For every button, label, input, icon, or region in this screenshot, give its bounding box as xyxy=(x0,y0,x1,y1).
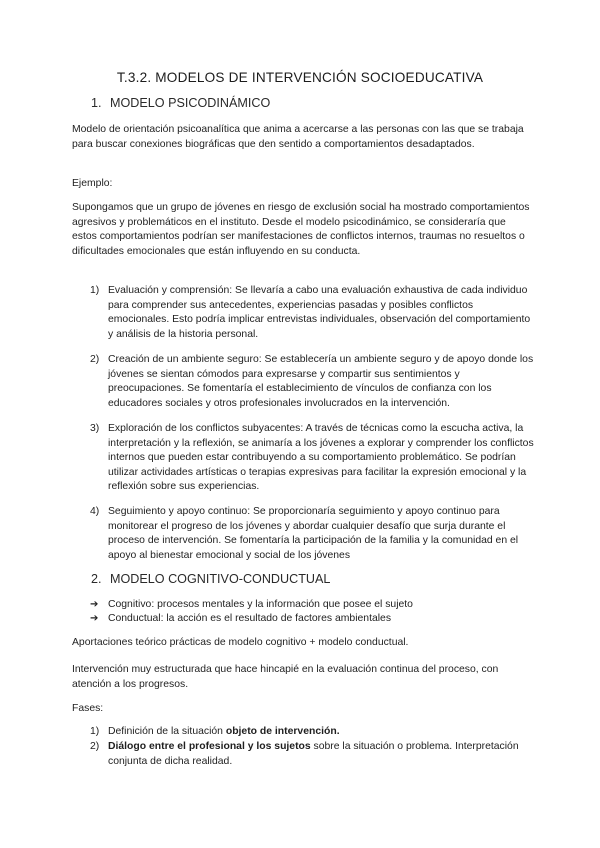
contributions-paragraph: Aportaciones teórico prácticas de modelo cognitivo + modelo conductual. xyxy=(72,637,409,648)
list-number: 2) xyxy=(90,741,100,752)
list-text: Seguimiento y apoyo continuo: Se proporcionaría seguimiento y apoyo continuo para monitorear el progreso de los jóvenes y abordar cualquier desafío que surja durante el proceso de intervención. Se fomentaría la participación de la familia y la comunidad en el apoyo al bienestar emocional y social de los jóvenes xyxy=(108,506,519,561)
section-title: MODELO PSICODINÁMICO xyxy=(110,96,271,110)
list-number: 1) xyxy=(90,285,100,296)
intervention-paragraph: Intervención muy estructurada que hace hincapié en la evaluación continua del proceso, con atención a los progresos. xyxy=(72,664,499,690)
bullet-item xyxy=(90,598,535,613)
list-number: 2) xyxy=(90,354,100,365)
list-number: 4) xyxy=(90,506,100,517)
list-item xyxy=(90,505,535,563)
example-paragraph: Supongamos que un grupo de jóvenes en riesgo de exclusión social ha mostrado comportamientos agresivos y problemáticos en el instituto. Desde el modelo psicodinámico, se consideraría que estos comportamientos podrían ser manifestaciones de conflictos internos, traumas no resueltos o dificultades emocionales que están influyendo en su conducta. xyxy=(72,202,530,257)
phases-label: Fases: xyxy=(72,703,104,714)
phase-text-plain: Definición de la situación xyxy=(108,726,226,737)
phase-item xyxy=(90,740,535,769)
list-text: Evaluación y comprensión: Se llevaría a cabo una evaluación exhaustiva de cada individuo para comprender sus antecedentes, experiencias pasadas y posibles conflictos emocionales. Esto podría implicar entrevistas individuales, observación del comportamiento y análisis de la historia personal. xyxy=(108,285,531,340)
phase-text-bold: Diálogo entre el profesional y los sujetos xyxy=(108,741,311,752)
list-text: Creación de un ambiente seguro: Se establecería un ambiente seguro y de apoyo donde los jóvenes se sientan cómodos para expresarse y compartir sus sentimientos y preocupaciones. Se fomentaría el establecimiento de vínculos de confianza con los educadores sociales y otros profesionales involucrados en la intervención. xyxy=(108,354,534,409)
bullet-item xyxy=(90,612,535,627)
section-number: 2. xyxy=(91,572,102,586)
list-number: 1) xyxy=(90,726,100,737)
arrow-bullet-icon: ➔ xyxy=(90,599,99,610)
list-item xyxy=(90,284,535,342)
arrow-bullet-icon: ➔ xyxy=(90,613,99,624)
intro-paragraph: Modelo de orientación psicoanalítica que anima a acercarse a las personas con las que se trabaja para buscar conexiones biográficas que den sentido a comportamientos desadaptados. xyxy=(72,124,524,150)
page-title: T.3.2. MODELOS DE INTERVENCIÓN SOCIOEDUCATIVA xyxy=(116,70,484,85)
phase-text xyxy=(108,740,535,769)
list-number: 3) xyxy=(90,423,100,434)
list-item xyxy=(90,353,535,411)
example-label: Ejemplo: xyxy=(72,178,113,189)
phase-text xyxy=(108,725,535,740)
list-text: Exploración de los conflictos subyacentes: A través de técnicas como la escucha activa, la interpretación y la reflexión, se animaría a los jóvenes a explorar y comprender los conflictos internos que pueden estar contribuyendo a su comportamiento problemático. Se podrían utilizar actividades artísticas o terapias expresivas para facilitar la expresión emocional y la reflexión sobre sus experiencias. xyxy=(108,423,534,493)
bullet-text: Cognitivo: procesos mentales y la información que posee el sujeto xyxy=(108,599,413,610)
section-title: MODELO COGNITIVO-CONDUCTUAL xyxy=(110,572,331,586)
phase-item xyxy=(90,725,535,740)
section-number: 1. xyxy=(91,96,102,110)
phase-text-bold: objeto de intervención. xyxy=(225,726,340,737)
phase-text-plain: sobre la situación o problema. Interpretación conjunta de dicha realidad. xyxy=(108,741,519,767)
bullet-text: Conductual: la acción es el resultado de factores ambientales xyxy=(108,613,392,624)
list-item xyxy=(90,422,535,495)
